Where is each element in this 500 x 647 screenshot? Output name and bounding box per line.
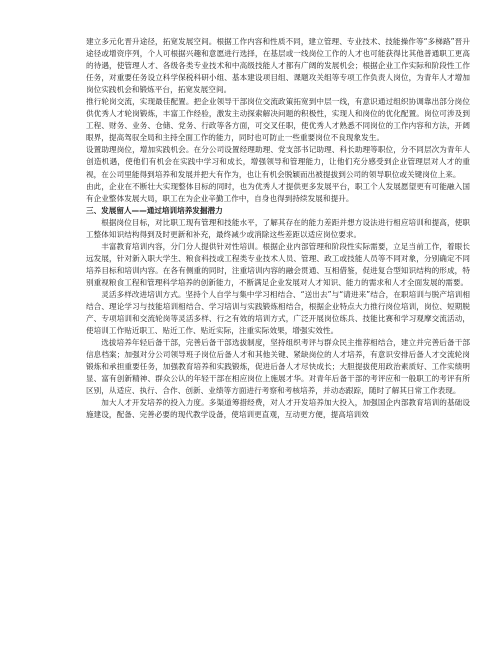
paragraph-training-goal: 根据岗位目标，对比职工现有管理和技能水平，了解其存在的能力差距并想方设法进行相应培训和提高，使职工整体知识结构得到及时更新和补充，最终减少或消除这些差距以适应岗位要求。 xyxy=(86,217,470,239)
section-heading-development: 三、发展留人——通过培训培养发掘潜力 xyxy=(86,205,223,215)
paragraph-reserve-cadres: 选拔培养年轻后备干部，完善后备干部选拔制度，坚持组织考评与群众民主推荐相结合，建立并完善后备干部信息档案；加强对分公司领导班子岗位后备人才和其他关键、紧缺岗位的人才培养，有意识安排后备人才交流轮岗锻炼和承担重要任务，加强教育培养和实践锻炼，促进后备人才尽快成长；大胆提拔使用政治素质好、工作实绩明显、富有创新精神、群众公认的年轻干部在相应岗位上施展才华。对青年后备干部的考评应和一般职工的考评有所区别，从适应、执行、合作、创新、业绩等方面进行考察和考核培养，并动态跟踪，随时了解其日常工作表现。 xyxy=(86,338,470,396)
paragraph-summary: 由此，企业在不断壮大实现整体目标的同时，也为优秀人才提供更多发展平台，职工个人发展愿望更有可能融入国有企业整体发展大局，职工在为企业辛勤工作中，自身也得到持续发展和提升。 xyxy=(86,181,470,203)
paragraph-assistant-positions: 设置助理岗位，增加实践机会。在分公司设置经理助理、党支部书记助理、科长助理等职位，分不同层次为青年人创造机遇，使他们有机会在实践中学习和成长，增强领导和管理能力，让他们充分感受到企业管理层对人才的重视，在公司里能得到培养和发展并把大有作为，也让有机会脱颖而出被提拔到公司的领导职位或关键岗位上来。 xyxy=(86,145,470,179)
paragraph-training-content: 丰富教育培训内容，分门分人提供针对性培训。根据企业内部管理和阶段性实际需要，立足当前工作，着眼长远发展，针对新入职大学生、粮食科技或工程类专业技术人员、管理、政工或技能人员等不同对象，分别确定不同培养目标和培训内容。在各有侧重的同时，注重培训内容的融会贯通、互相借鉴，促进复合型知识结构的形成，特别重视粮食工程和管理科学培养的创新能力，不断满足企业发展对人才知识、能力的需求和人才全面发展的需要。 xyxy=(86,241,470,287)
paragraph-training-methods: 灵活多样改进培训方式。坚持个人自学与集中学习相结合、“送出去”与“请进来”结合，在职培训与脱产培训相结合、理论学习与技能培训相结合、学习培训与实践锻炼相结合，根据企业特点大力推行岗位培训，岗位、短期脱产、专项培训和交流轮岗等灵活多样、行之有效的培训方式，广泛开展岗位练兵、技能比赛和学习观摩交流活动，使培训工作贴近职工、贴近工作、贴近实际，注重实际效果，增强实效性。 xyxy=(86,289,470,336)
paragraph-job-rotation: 推行轮岗交流，实现最佳配置。把企业领导干部岗位交流政策拓宽到中层一线，有意识通过组织协调靠出部分岗位供优秀人才轮岗锻炼，丰富工作经验，激发主动探索解决问题的积极性，实现人和岗位的优化配置。岗位可涉及到工程、财务、业务、仓储、党务、行政等各方面，可交叉任职，使优秀人才熟悉不同岗位的工作内容和方法，开阔眼界，提高驾驭全局和主持全面工作的能力，同时也可防止一些重要岗位不良现象发生。 xyxy=(86,97,470,143)
paragraph-career-paths: 建立多元化晋升途径，拓宽发展空间。根据工作内容和性质不同，建立管理、专业技术、技能操作等“多梯路”晋升途径或增资序列，个人可根据兴趣和意愿进行选择，在基层或一线岗位工作的人才也可能获得比其他普通职工更高的待遇，使管理人才、各级各类专业技术和中高级技能人才都有广阔的发展机会；根据企业工作实际和阶段性工作任务，对重要任务设立科学保税科研小组、基本建设项目组、课题攻关组等专项工作负责人岗位，为青年人才增加岗位实践机会和锻炼平台，拓宽发展空间。 xyxy=(86,37,470,95)
paragraph-investment: 加大人才开发培养的投入力度。多渠道筹措经费，对人才开发培养加大投入，加强国企内部教育培训的基础设施建设，配备、完善必要的现代教学设备，使培训更直观，互动更方便，提高培训效 xyxy=(86,398,470,420)
